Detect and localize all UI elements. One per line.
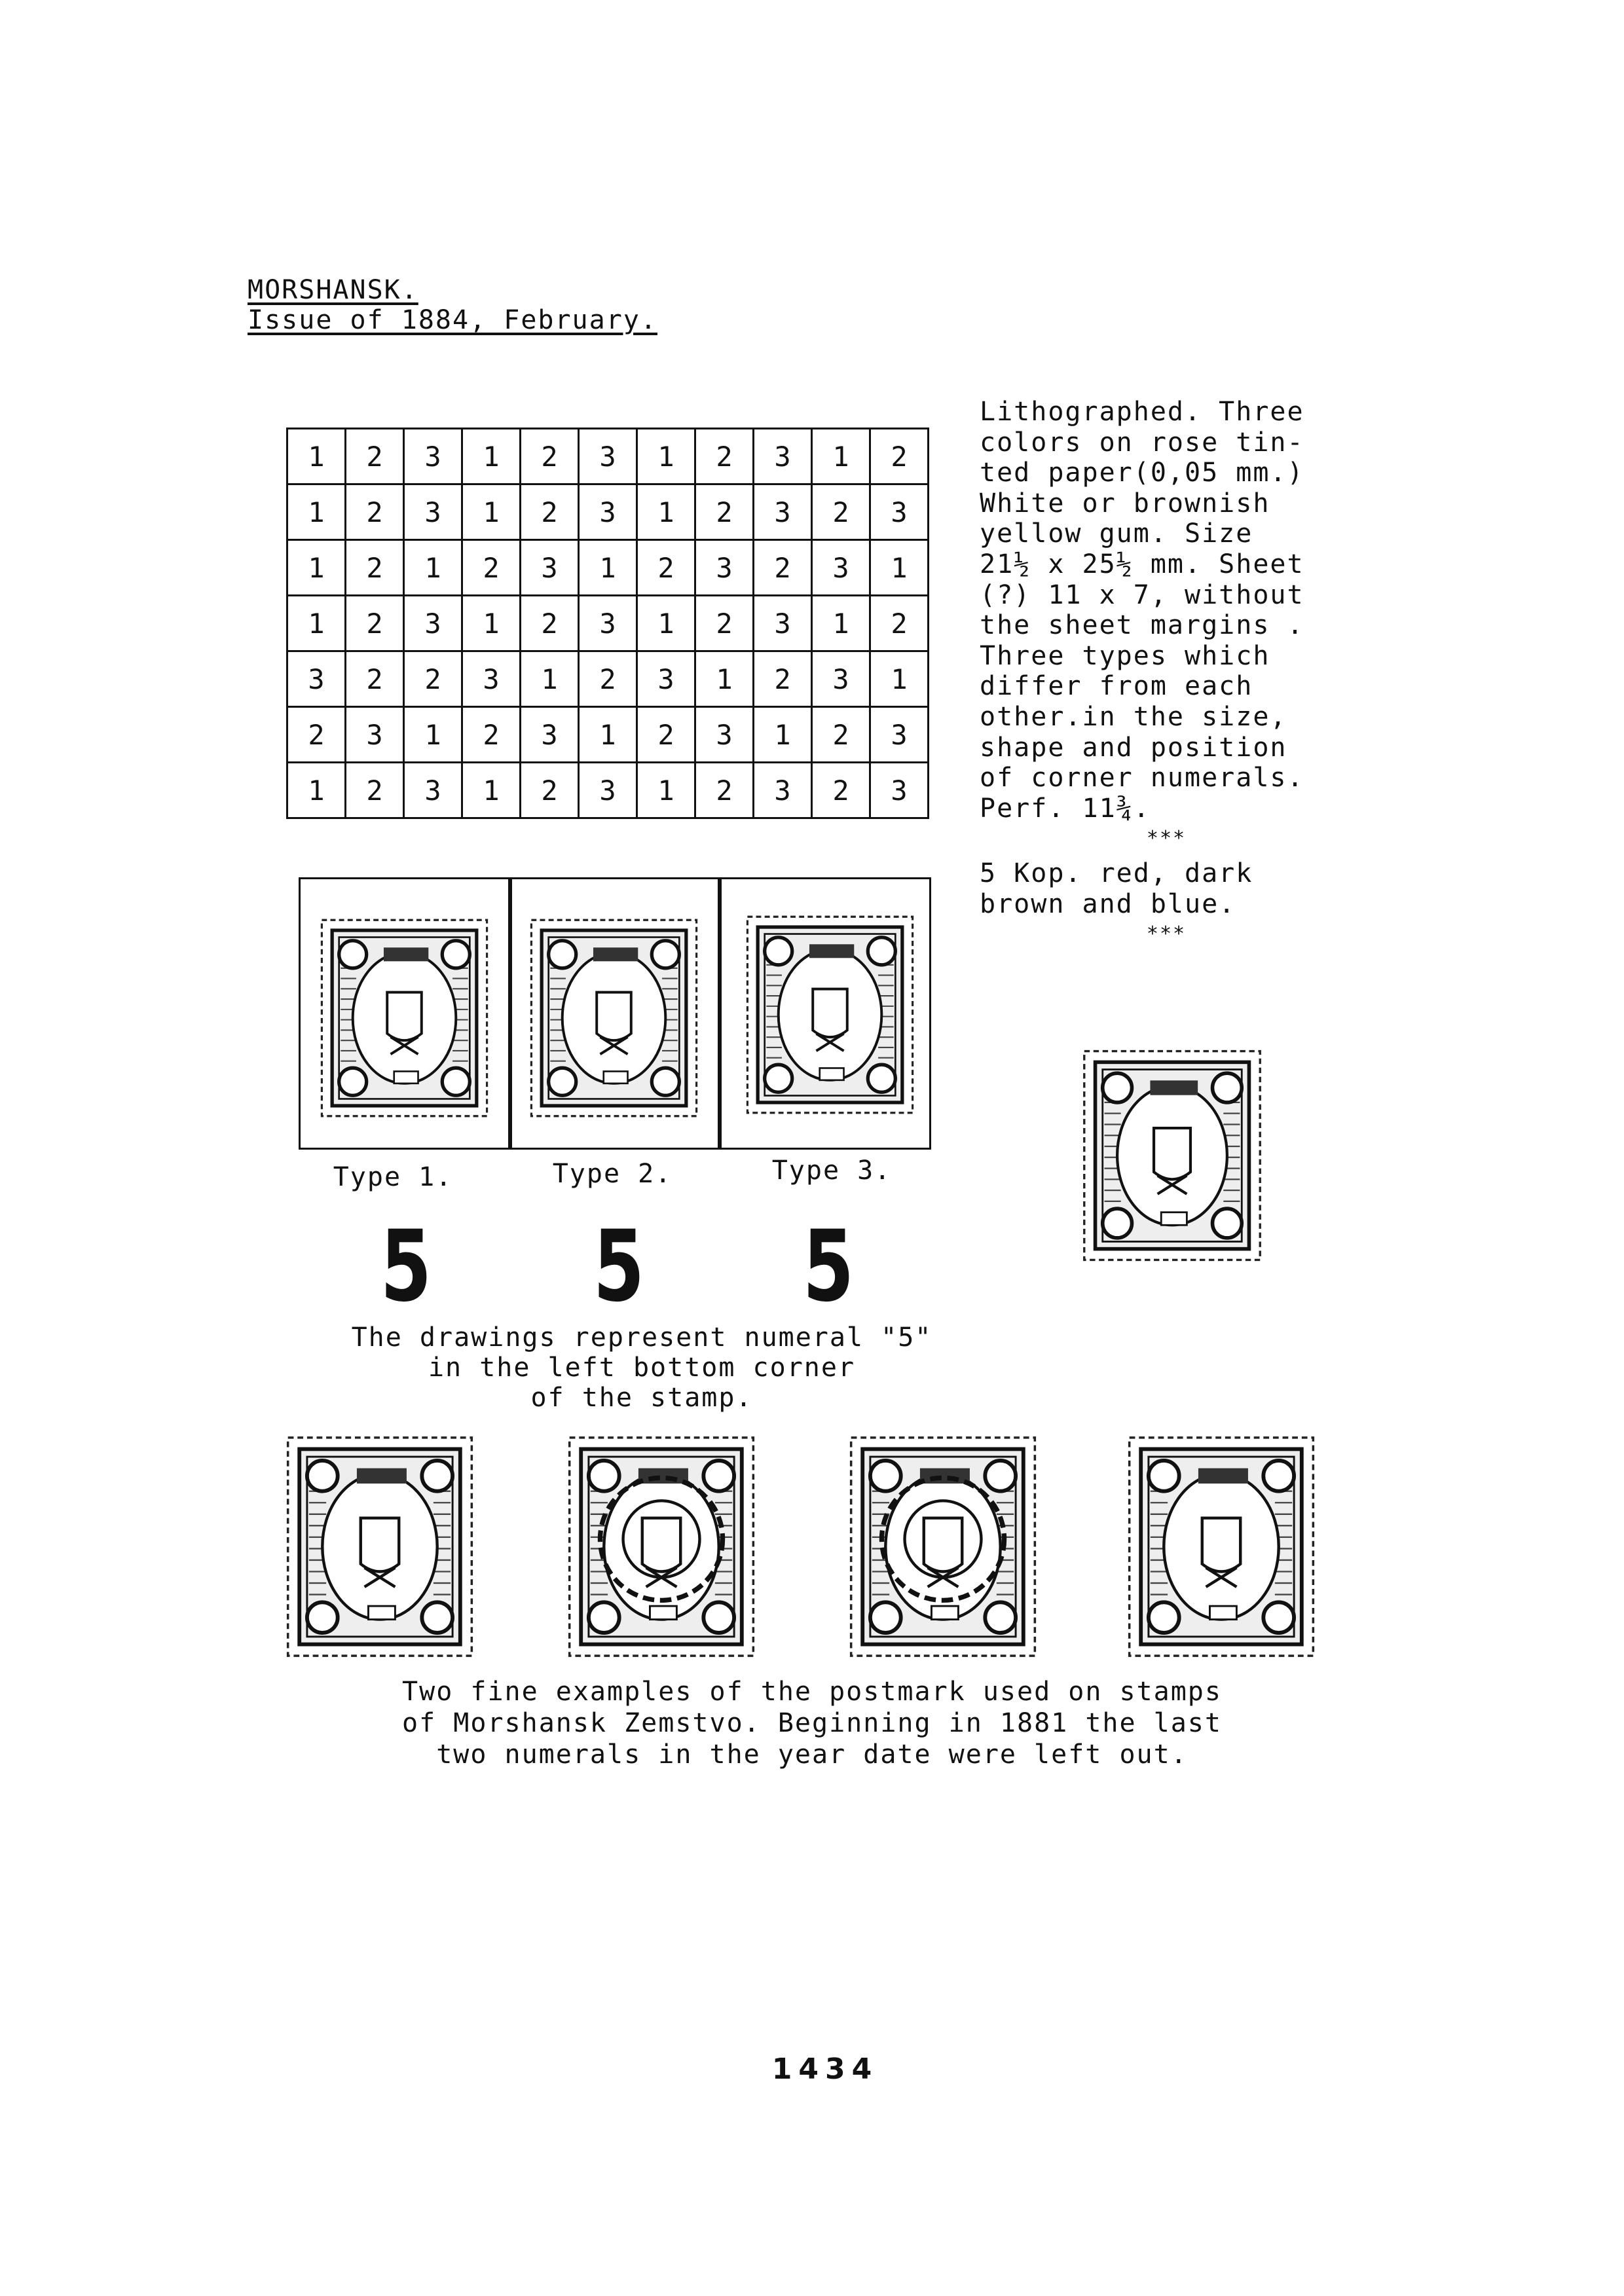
grid-cell: 2 [870,429,929,484]
grid-cell: 2 [870,596,929,651]
grid-cell: 1 [637,429,695,484]
grid-cell: 2 [346,651,404,707]
stamp-drawing [1080,1048,1264,1264]
grid-cell: 3 [287,651,346,707]
page-number: 1434 [771,2052,879,2086]
description-block [980,397,1353,954]
stamp-drawing [563,1434,760,1660]
grid-cell: 3 [870,484,929,540]
grid-cell: 1 [870,540,929,596]
grid-cell: 2 [346,596,404,651]
stamp-drawing [845,1434,1041,1660]
grid-cell: 1 [462,763,521,818]
stamp-drawing [1123,1434,1320,1660]
desc-line: the sheet margins . [980,610,1304,641]
grid-cell: 1 [579,540,637,596]
grid-cell: 3 [462,651,521,707]
stamp-example-2-image [1123,1434,1320,1660]
grid-cell: 2 [521,596,579,651]
grid-cell: 1 [521,651,579,707]
grid-cell: 3 [754,763,812,818]
desc-line: 21½ x 25½ mm. Sheet [980,549,1304,579]
grid-cell: 2 [462,707,521,763]
grid-cell: 3 [404,596,462,651]
grid-cell: 1 [579,707,637,763]
grid-cell: 3 [812,540,870,596]
desc-line: of corner numerals. [980,763,1304,793]
desc-line: White or brownish [980,488,1270,519]
grid-cell: 2 [637,707,695,763]
grid-cell: 2 [579,651,637,707]
grid-cell: 2 [812,763,870,818]
stamp-drawing [743,913,917,1116]
grid-cell: 2 [695,596,754,651]
grid-cell: 1 [287,429,346,484]
grid-cell: 3 [521,707,579,763]
grid-cell: 3 [404,763,462,818]
grid-cell: 2 [754,540,812,596]
value-line: 5 Kop. red, dark [980,858,1253,888]
grid-cell: 3 [579,484,637,540]
grid-row [287,429,929,484]
grid-cell: 1 [462,429,521,484]
stamp-postmarked-2-image [845,1434,1041,1660]
grid-cell: 2 [695,484,754,540]
stamp-type-3-image [743,913,917,1116]
grid-cell: 3 [870,707,929,763]
note-line: of Morshansk Zemstvo. Beginning in 1881 the last [402,1708,1222,1738]
sheet-type-grid [286,428,929,819]
postmark-note [314,1676,1310,1770]
grid-cell: 1 [287,540,346,596]
grid-cell: 3 [754,484,812,540]
grid-cell: 3 [521,540,579,596]
grid-cell: 2 [754,651,812,707]
desc-line: ted paper(0,05 mm.) [980,458,1304,488]
grid-row [287,763,929,818]
grid-cell: 2 [346,429,404,484]
grid-cell: 3 [754,596,812,651]
type-3-label: Type 3. [771,1156,892,1186]
grid-cell: 3 [695,540,754,596]
grid-cell: 2 [521,429,579,484]
grid-cell: 1 [462,484,521,540]
grid-cell: 1 [462,596,521,651]
numeral-type-2: 5 [593,1210,645,1324]
grid-cell: 2 [812,707,870,763]
grid-cell: 2 [521,763,579,818]
grid-cell: 1 [404,540,462,596]
note-line: two numerals in the year date were left out. [436,1740,1188,1770]
page-title: MORSHANSK. [248,275,418,305]
numeral-type-3: 5 [802,1210,855,1324]
grid-cell: 3 [695,707,754,763]
grid-cell: 2 [404,651,462,707]
note-line: of the stamp. [530,1383,753,1413]
grid-cell: 2 [346,763,404,818]
stamp-drawing [282,1434,478,1660]
grid-cell: 1 [870,651,929,707]
stamp-type-1-image [318,917,491,1120]
grid-cell: 2 [521,484,579,540]
desc-line: other.in the size, [980,701,1287,732]
note-line: Two fine examples of the postmark used on stamps [402,1677,1222,1707]
stamp-type-2-image [527,917,701,1120]
grid-row [287,540,929,596]
type-1-label: Type 1. [333,1162,453,1192]
grid-cell: 2 [287,707,346,763]
grid-cell: 1 [637,763,695,818]
grid-cell: 1 [637,484,695,540]
grid-cell: 2 [812,484,870,540]
stamp-drawing [527,917,701,1120]
separator-stars: *** [1146,922,1187,946]
desc-line: differ from each [980,671,1253,702]
grid-cell: 3 [346,707,404,763]
numeral-type-1: 5 [380,1210,432,1324]
grid-row [287,707,929,763]
note-line: in the left bottom corner [428,1353,856,1383]
grid-cell: 1 [287,763,346,818]
value-line: brown and blue. [980,888,1236,919]
grid-cell: 1 [695,651,754,707]
grid-cell: 3 [754,429,812,484]
grid-row [287,596,929,651]
type-2-label: Type 2. [552,1159,673,1189]
stamp-example-1-image [282,1434,478,1660]
issue-subtitle: Issue of 1884, February. [248,305,657,335]
desc-line: (?) 11 x 7, without [980,579,1304,610]
desc-line: shape and position [980,732,1287,763]
grid-cell: 3 [812,651,870,707]
grid-cell: 1 [287,596,346,651]
grid-cell: 2 [695,763,754,818]
grid-row [287,651,929,707]
desc-line: yellow gum. Size [980,519,1253,549]
grid-cell: 2 [462,540,521,596]
stamp-single-image [1080,1048,1264,1264]
grid-row [287,484,929,540]
grid-cell: 3 [579,429,637,484]
drawings-note [249,1322,1035,1413]
grid-cell: 1 [754,707,812,763]
grid-body [287,429,929,818]
desc-line: Three types which [980,640,1270,671]
grid-cell: 3 [404,429,462,484]
grid-cell: 2 [346,484,404,540]
grid-cell: 1 [637,596,695,651]
grid-cell: 2 [695,429,754,484]
grid-cell: 1 [812,596,870,651]
heading [248,275,657,335]
separator-stars: *** [1146,827,1187,850]
desc-line: colors on rose tin- [980,427,1304,458]
grid-cell: 3 [404,484,462,540]
grid-cell: 3 [637,651,695,707]
stamp-drawing [318,917,491,1120]
grid-cell: 3 [870,763,929,818]
stamp-postmarked-1-image [563,1434,760,1660]
grid-cell: 1 [287,484,346,540]
grid-cell: 1 [812,429,870,484]
grid-cell: 2 [346,540,404,596]
desc-line: Perf. 11¾. [980,793,1151,824]
grid-cell: 1 [404,707,462,763]
desc-line: Lithographed. Three [980,397,1304,427]
grid-cell: 3 [579,596,637,651]
grid-cell: 2 [637,540,695,596]
note-line: The drawings represent numeral "5" [351,1322,932,1353]
grid-cell: 3 [579,763,637,818]
